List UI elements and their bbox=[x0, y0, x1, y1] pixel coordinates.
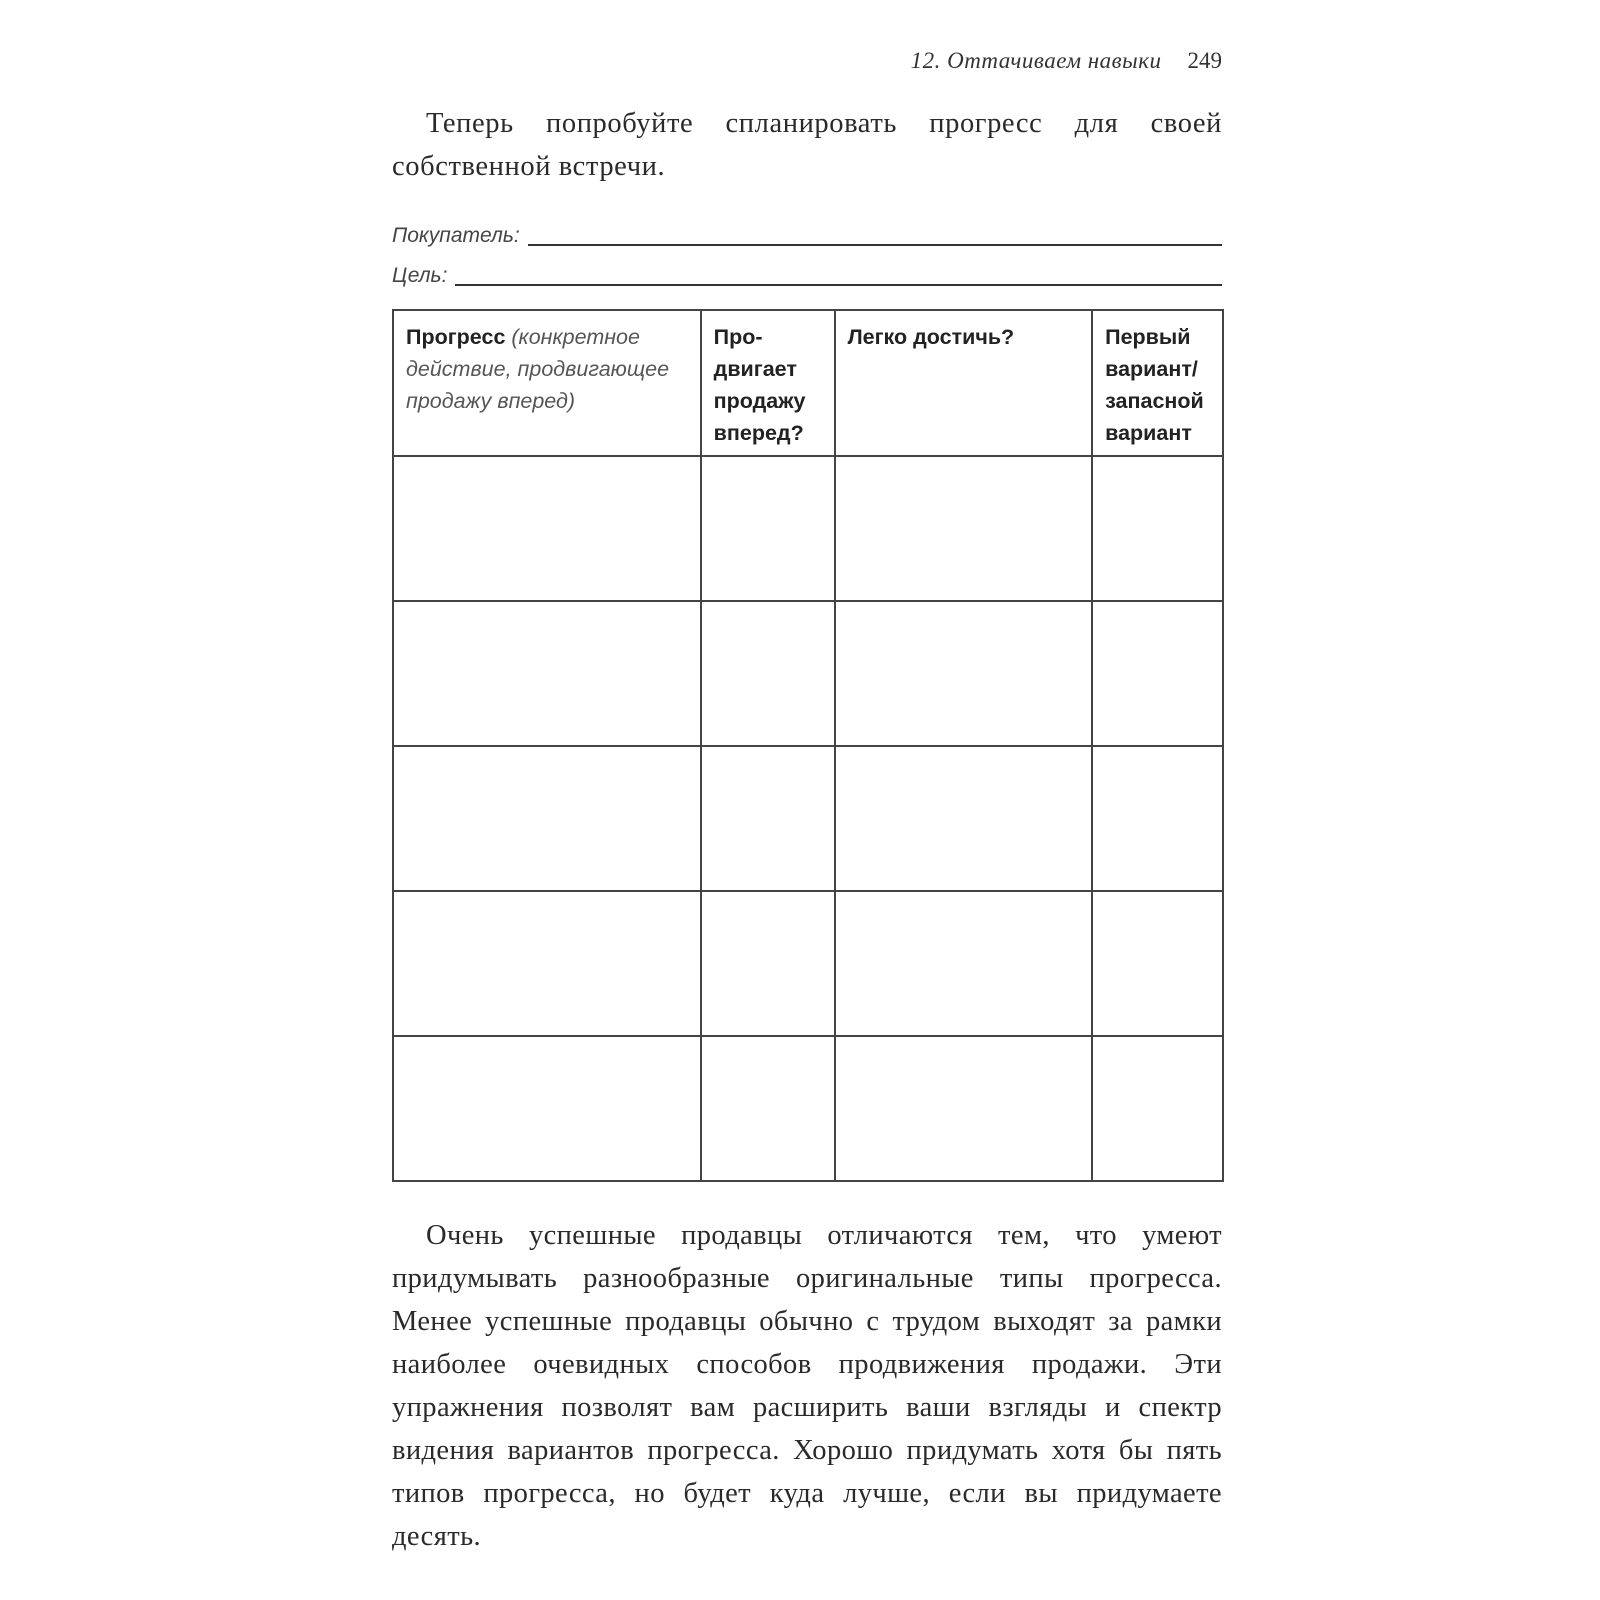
progress-planning-table bbox=[392, 309, 1224, 1182]
table-cell[interactable] bbox=[835, 601, 1093, 746]
table-cell[interactable] bbox=[1092, 1036, 1223, 1181]
header-easy-to-achieve-label: Легко достичь? bbox=[847, 325, 1015, 349]
header-first-backup-option bbox=[1092, 310, 1223, 456]
goal-field[interactable] bbox=[392, 258, 1222, 288]
buyer-fill-line[interactable] bbox=[528, 244, 1222, 246]
table-cell[interactable] bbox=[393, 456, 701, 601]
table-cell[interactable] bbox=[1092, 456, 1223, 601]
buyer-label: Покупатель: bbox=[392, 224, 520, 247]
header-first-backup-option-label: Первый вариант/ запасной вариант bbox=[1105, 325, 1204, 445]
table-row bbox=[393, 891, 1223, 1036]
table-cell[interactable] bbox=[701, 891, 835, 1036]
header-advances-sale-label: Продвигает продажу вперед? bbox=[713, 325, 806, 445]
chapter-title: 12. Оттачиваем навыки bbox=[910, 48, 1162, 73]
table-cell[interactable] bbox=[701, 456, 835, 601]
table-cell[interactable] bbox=[393, 1036, 701, 1181]
header-progress-hint: (конкретное действие, продвигающее продажу вперед) bbox=[406, 325, 670, 413]
goal-label: Цель: bbox=[392, 264, 448, 287]
table-cell[interactable] bbox=[1092, 601, 1223, 746]
table-cell[interactable] bbox=[835, 456, 1093, 601]
header-progress-label: Прогресс bbox=[406, 325, 506, 349]
table-cell[interactable] bbox=[835, 891, 1093, 1036]
table-cell[interactable] bbox=[701, 746, 835, 891]
table-cell[interactable] bbox=[393, 601, 701, 746]
table-header-row bbox=[393, 310, 1223, 456]
table-cell[interactable] bbox=[701, 601, 835, 746]
table-cell[interactable] bbox=[1092, 746, 1223, 891]
table-cell[interactable] bbox=[835, 1036, 1093, 1181]
page-number: 249 bbox=[1187, 48, 1222, 73]
goal-fill-line[interactable] bbox=[455, 284, 1222, 286]
header-easy-to-achieve bbox=[835, 310, 1093, 456]
buyer-field[interactable] bbox=[392, 218, 1222, 248]
table-cell[interactable] bbox=[393, 891, 701, 1036]
table-cell[interactable] bbox=[393, 746, 701, 891]
table-row bbox=[393, 456, 1223, 601]
header-progress bbox=[393, 310, 701, 456]
intro-paragraph: Теперь попробуйте спланировать прогресс для своей собственной встречи. bbox=[392, 108, 1222, 182]
table-row bbox=[393, 746, 1223, 891]
running-head bbox=[392, 48, 1222, 74]
table-row bbox=[393, 1036, 1223, 1181]
table-cell[interactable] bbox=[701, 1036, 835, 1181]
closing-paragraph: Очень успешные продавцы отличаются тем, что умеют придумывать разнообразные оригинальные типы прогресса. Менее успешные продавцы обычно с трудом выходят за рамки наиболее очевидных способов продвижения продажи. Эти упражнения позволят вам расширить ваши взгляды и спектр видения вариантов прогресса. Хорошо придумать хотя бы пять типов прогресса, но будет куда лучше, если вы придумаете десять. bbox=[392, 1220, 1222, 1552]
table-cell[interactable] bbox=[1092, 891, 1223, 1036]
table-row bbox=[393, 601, 1223, 746]
table-cell[interactable] bbox=[835, 746, 1093, 891]
header-advances-sale bbox=[701, 310, 835, 456]
